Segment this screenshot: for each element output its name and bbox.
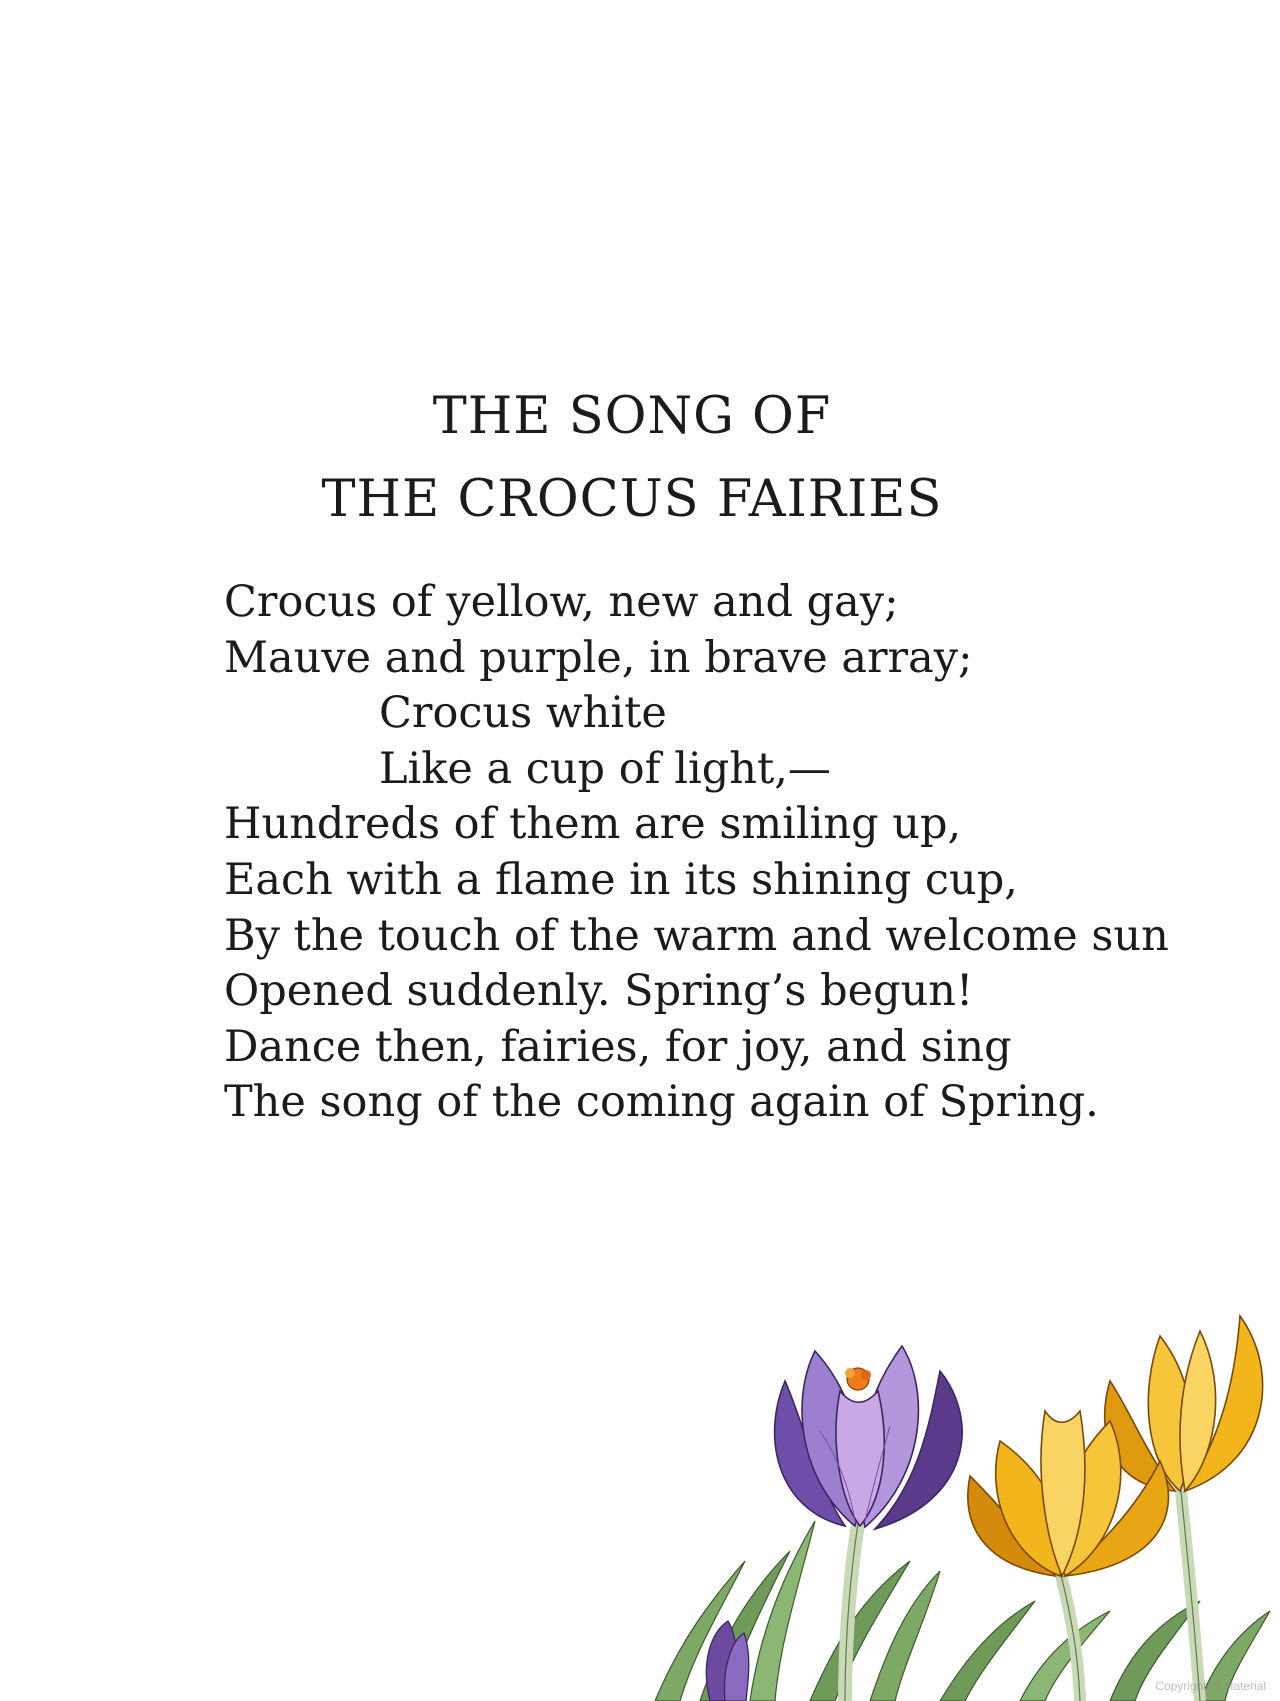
poem-line: Mauve and purple, in brave array;: [224, 632, 973, 683]
poem-line: Dance then, fairies, for joy, and sing: [224, 1021, 1012, 1072]
poem-line: By the touch of the warm and welcome sun: [224, 910, 1169, 961]
stamen: [845, 1368, 871, 1390]
yellow-crocus-tall: [1105, 1316, 1263, 1491]
poem-line: Crocus of yellow, new and gay;: [224, 577, 899, 627]
poem-line: The song of the coming again of Spring.: [224, 1077, 1099, 1128]
poem-line: Like a cup of light,—: [379, 743, 831, 794]
poem-line: Each with a flame in its shining cup,: [224, 854, 1018, 905]
poem-body: [224, 575, 1169, 1131]
poem-line: Hundreds of them are smiling up,: [224, 799, 962, 850]
title-line-2: THE CROCUS FAIRIES: [321, 470, 943, 529]
crocus-illustration: [640, 1311, 1280, 1701]
poem-line: Opened suddenly. Spring’s begun!: [224, 966, 974, 1017]
poem-line: Crocus white: [379, 688, 667, 739]
watermark: Copyrighted Material: [1155, 1679, 1266, 1693]
title-line-1: THE SONG OF: [432, 387, 832, 446]
